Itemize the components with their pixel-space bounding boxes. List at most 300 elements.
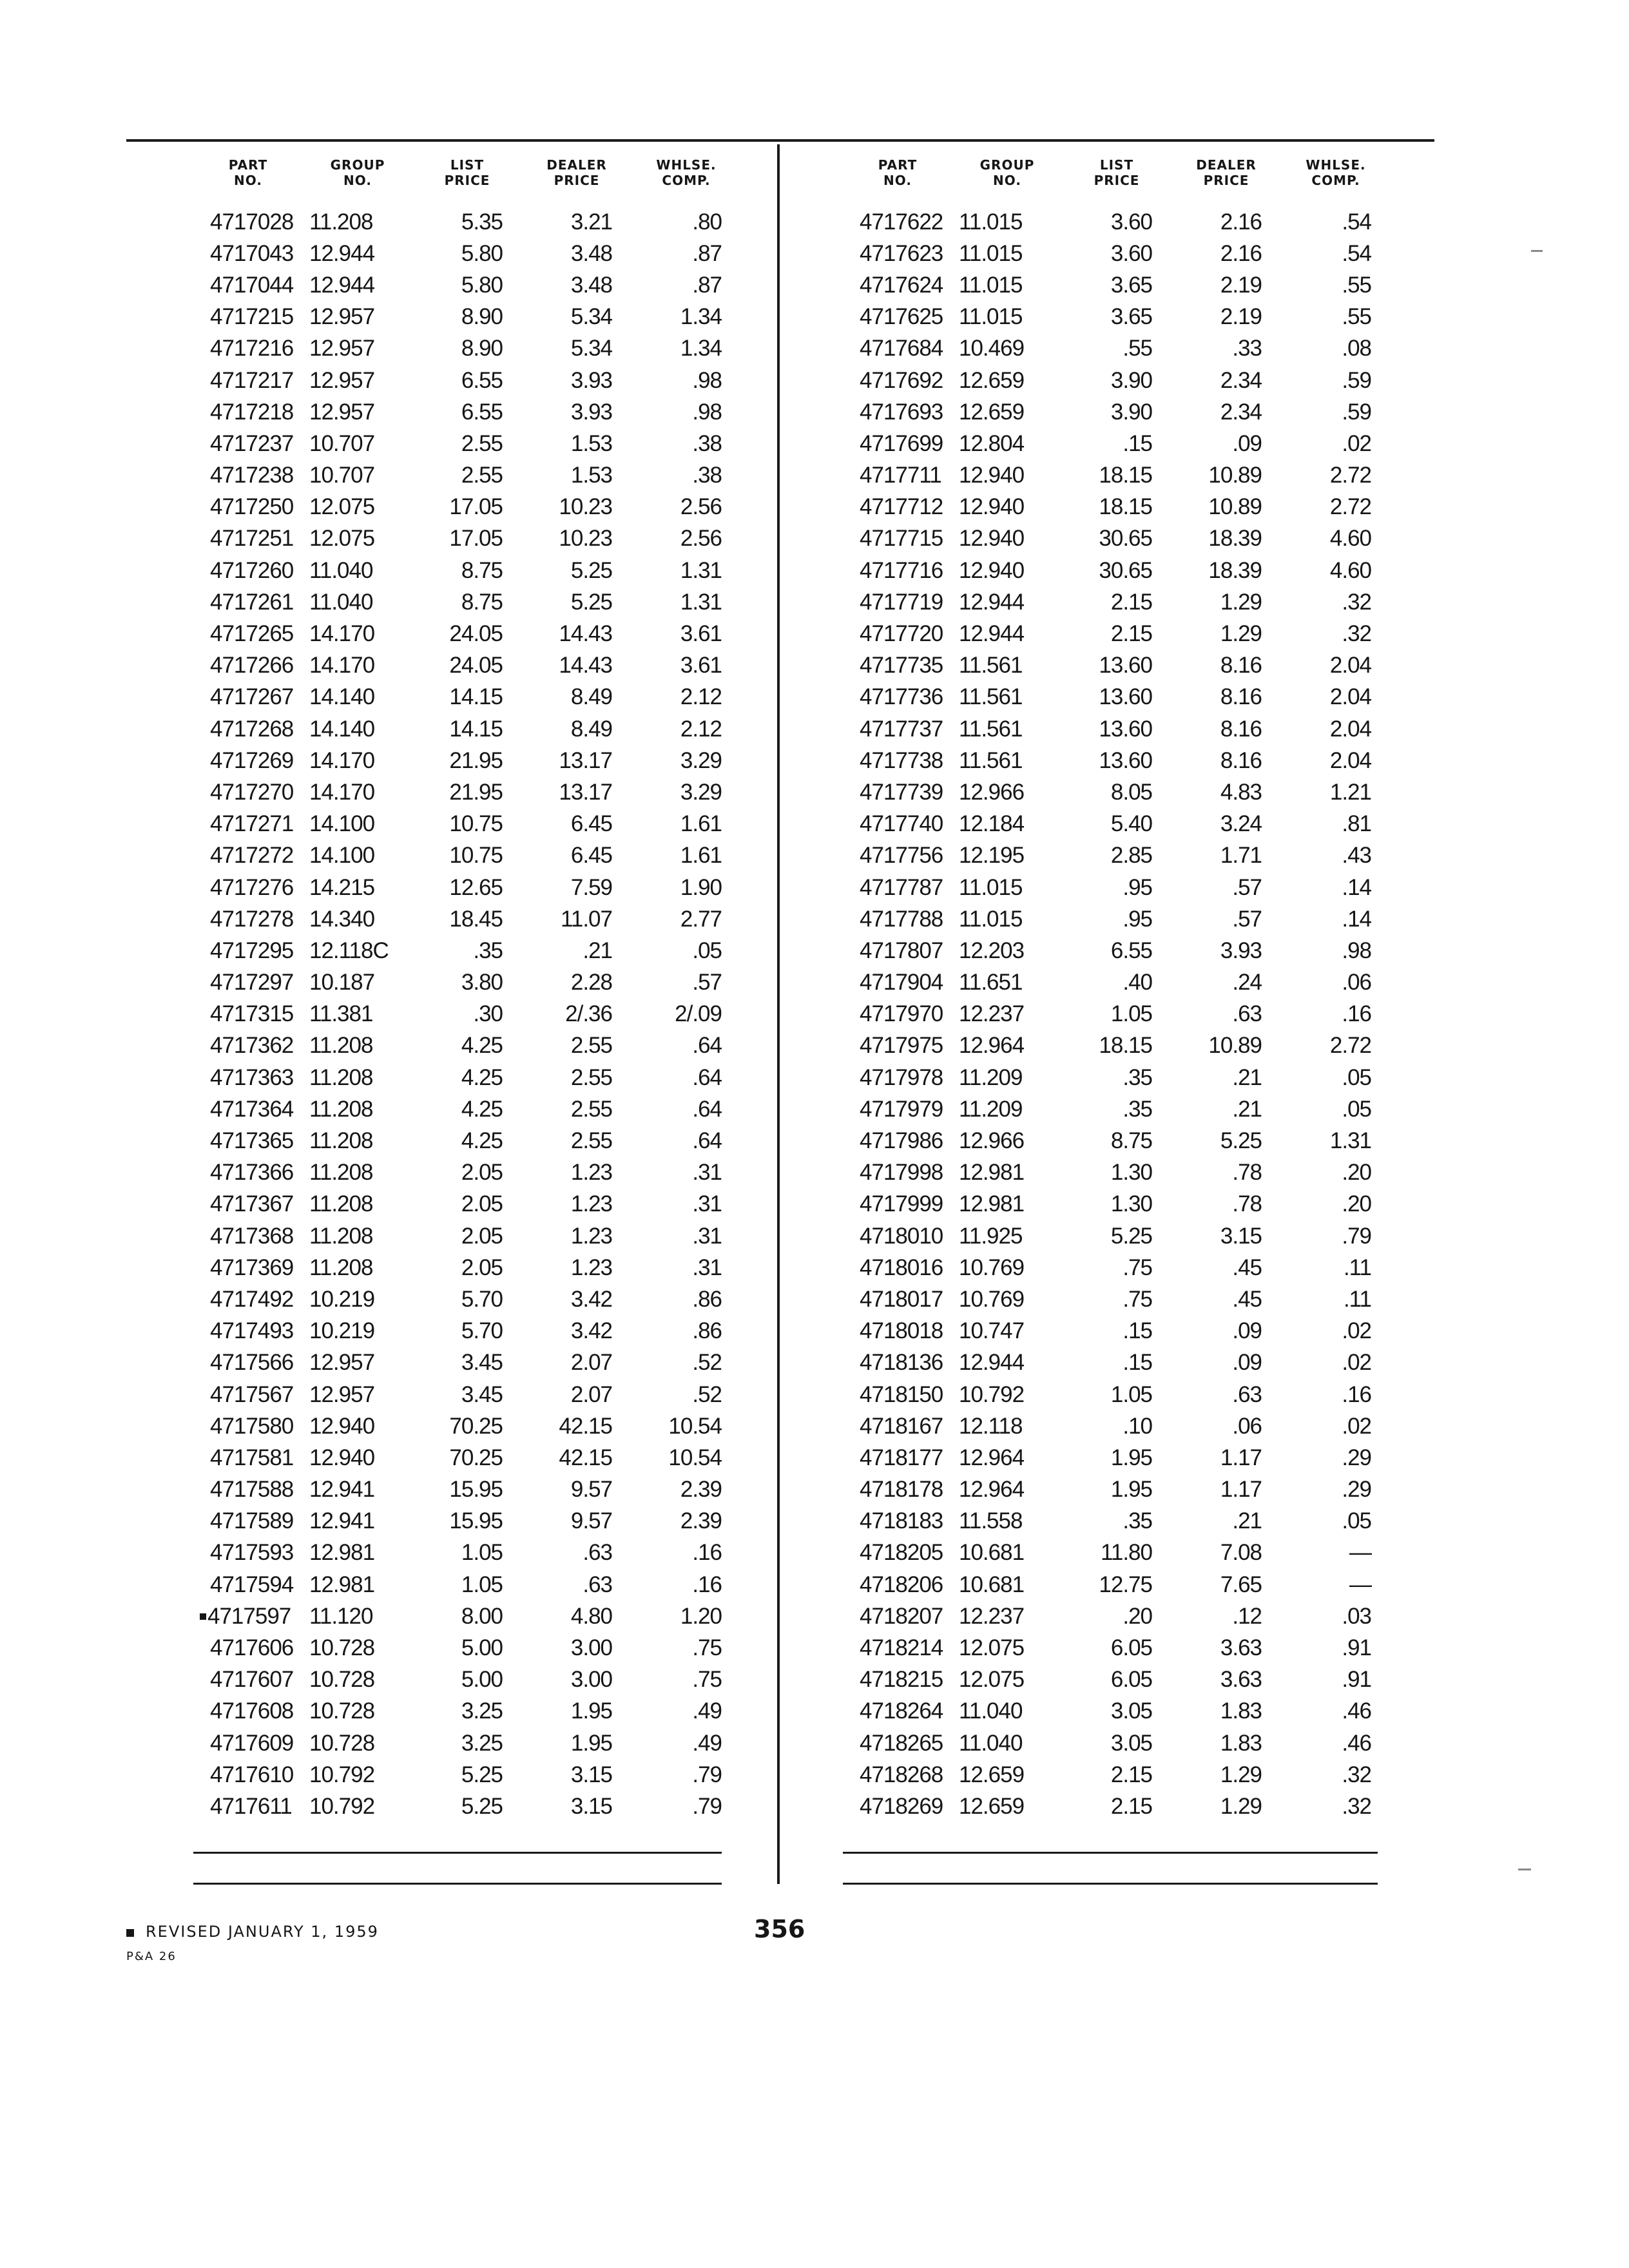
table-row [843,302,1403,333]
table-row [843,238,1403,269]
whlse-comp-cell [1281,1635,1391,1661]
cell-text: 3.61 [680,621,722,647]
table-row [193,1537,754,1569]
whlse-comp-cell [1281,526,1391,552]
cell-text: 12.940 [959,494,1025,520]
list-price-cell [1062,1001,1171,1027]
dealer-price-cell [522,811,631,837]
part-no-cell [193,1572,303,1598]
cell-text: 15.95 [449,1477,503,1503]
left-table-header [193,155,754,200]
group-no-cell [952,1001,1062,1027]
header-dealer-price: DEALER PRICE [1196,157,1257,188]
whlse-comp-cell [1281,1224,1391,1249]
list-price-cell [1062,1667,1171,1693]
group-no-cell [303,875,412,901]
cell-text: .02 [1342,1413,1371,1439]
dealer-price-cell [1171,684,1281,710]
cell-text: 12.075 [309,526,375,552]
list-price-cell [1062,1698,1171,1724]
group-no-cell [303,1731,412,1756]
cell-text: 10.681 [959,1540,1025,1566]
whlse-comp-cell [1281,494,1391,520]
cell-text: 70.25 [449,1445,503,1470]
part-no-cell [193,241,303,267]
table-row [843,1569,1403,1600]
dealer-price-cell [1171,1731,1281,1756]
table-row [843,840,1403,872]
part-no-cell [843,684,952,710]
whlse-comp-cell [1281,811,1391,837]
cell-text: 12.981 [309,1540,375,1566]
whlse-comp-cell [631,1540,741,1566]
whlse-comp-cell [631,241,741,267]
cell-text: .32 [1342,589,1371,615]
left-footer-rule-2 [193,1883,722,1885]
right-footer-rule-1 [843,1852,1378,1854]
group-no-cell [303,1414,412,1439]
group-no-cell [303,1635,412,1661]
cell-text: 2.05 [461,1254,503,1280]
dealer-price-cell [1171,716,1281,742]
group-no-cell [303,241,412,267]
part-no-cell [193,1318,303,1344]
list-price-cell [1062,1191,1171,1217]
cell-text: .11 [1343,1286,1371,1312]
cell-text: 2.19 [1220,272,1262,298]
cell-text: 11.80 [1101,1540,1152,1566]
table-row [193,1664,754,1696]
cell-text: 17.05 [449,494,503,520]
cell-text: 3.48 [570,272,612,298]
cell-text: 2.16 [1220,209,1262,235]
cell-text: .87 [692,272,722,298]
part-no-cell [843,621,952,647]
dealer-price-cell [522,1255,631,1281]
list-price-cell [1062,1604,1171,1629]
part-no-cell [843,1097,952,1122]
table-row [193,872,754,903]
table-row [843,776,1403,808]
cell-text: 4717270 [210,779,294,805]
cell-text: 10.54 [668,1445,722,1470]
cell-text: 14.170 [309,779,375,805]
cell-text: 10.23 [559,494,612,520]
group-no-cell [303,1794,412,1820]
cell-text: 4717609 [210,1730,294,1756]
whlse-comp-cell [1281,970,1391,995]
group-no-cell [303,653,412,678]
cell-text: 4718268 [860,1762,943,1787]
table-row [843,1410,1403,1442]
cell-text: .75 [1123,1254,1152,1280]
group-no-cell [952,1572,1062,1598]
cell-text: 6.05 [1110,1667,1152,1693]
dealer-price-cell [1171,938,1281,964]
dealer-price-cell [1171,1160,1281,1186]
group-no-cell [303,1604,412,1629]
cell-text: 1.34 [680,304,722,330]
group-no-cell [303,494,412,520]
table-row [843,809,1403,840]
dealer-price-cell [1171,907,1281,932]
table-row [193,999,754,1030]
dealer-price-cell [1171,1572,1281,1598]
cell-text: .32 [1342,1793,1371,1819]
part-no-cell [843,1667,952,1693]
cell-text: .33 [1232,336,1262,361]
list-price-cell [412,368,522,394]
cell-text: 4718016 [860,1254,943,1280]
part-no-cell [843,1414,952,1439]
cell-text: .31 [692,1223,722,1249]
cell-text: 13.60 [1099,684,1152,710]
cell-text: 4.25 [461,1033,503,1059]
dealer-price-cell [522,1065,631,1091]
cell-text: 13.17 [559,747,612,773]
header-whlse-comp: WHLSE. COMP. [656,157,717,188]
header-whlse-comp: WHLSE. COMP. [1306,157,1366,188]
part-no-cell [843,558,952,584]
dealer-price-cell [522,1572,631,1598]
table-row [193,1410,754,1442]
whlse-comp-cell [1281,1097,1391,1122]
cell-text: 12.75 [1099,1571,1152,1597]
cell-text: 11.040 [309,589,373,615]
cell-text: 12.075 [959,1667,1025,1693]
cell-text: 5.25 [570,589,612,615]
cell-text: .02 [1342,430,1371,456]
part-no-cell [193,558,303,584]
cell-text: .79 [1342,1223,1371,1249]
cell-text: 70.25 [449,1413,503,1439]
cell-text: 11.015 [959,304,1023,330]
part-no-cell [843,1445,952,1471]
list-price-cell [412,590,522,615]
part-no-cell [193,494,303,520]
cell-text: .45 [1232,1254,1262,1280]
cell-text: 12.944 [309,240,375,266]
group-no-cell [303,938,412,964]
whlse-comp-cell [631,1477,741,1503]
table-row [843,1379,1403,1410]
cell-text: .05 [1342,1096,1371,1122]
cell-text: .08 [1342,336,1371,361]
table-row [193,1600,754,1632]
table-row [843,1157,1403,1189]
part-no-cell [843,209,952,235]
list-price-cell [412,1762,522,1788]
cell-text: 4717737 [860,716,943,742]
cell-text: .75 [692,1635,722,1661]
group-no-cell [303,780,412,805]
left-price-table [193,155,754,1823]
whlse-comp-cell [1281,1382,1391,1408]
cell-text: .29 [1342,1445,1371,1470]
cell-text: 5.40 [1110,811,1152,837]
cell-text: 5.25 [1110,1223,1152,1249]
list-price-cell [412,1350,522,1376]
part-no-cell [843,938,952,964]
cell-text: 12.964 [959,1445,1025,1470]
cell-text: 1.61 [680,811,722,837]
cell-text: 10.23 [559,526,612,552]
dealer-price-cell [522,368,631,394]
part-no-cell [843,526,952,552]
cell-text: 11.208 [309,1254,373,1280]
cell-text: 11.208 [309,1096,373,1122]
dealer-price-cell [522,1318,631,1344]
cell-text: 3.42 [570,1318,612,1344]
cell-text: 4717607 [210,1667,294,1693]
table-row [843,1189,1403,1220]
part-no-cell [193,368,303,394]
cell-text: 2.56 [680,494,722,520]
part-no-cell [193,621,303,647]
cell-text: 2.15 [1110,1793,1152,1819]
whlse-comp-cell [631,1794,741,1820]
cell-text: 2.15 [1110,589,1152,615]
whlse-comp-cell [1281,1065,1391,1091]
part-no-cell [843,1160,952,1186]
part-no-cell [193,1762,303,1788]
cell-text: 4717261 [210,589,294,615]
list-price-cell [412,1667,522,1693]
cell-text: 2.55 [570,1128,612,1154]
dealer-price-cell [522,875,631,901]
cell-text: 4717362 [210,1033,294,1059]
cell-text: 12.964 [959,1033,1025,1059]
cell-text: 42.15 [559,1413,612,1439]
cell-text: 14.43 [559,621,612,647]
whlse-comp-cell [631,1224,741,1249]
cell-text: .14 [1342,906,1371,932]
list-price-cell [412,653,522,678]
table-row [193,586,754,618]
cell-text: 4717315 [210,1001,294,1027]
dealer-price-cell [522,273,631,298]
list-price-cell [412,463,522,488]
part-no-cell [193,1065,303,1091]
list-price-cell [1062,431,1171,457]
dealer-price-cell [522,526,631,552]
part-no-cell [843,1065,952,1091]
dealer-price-cell [522,621,631,647]
whlse-comp-cell [1281,1191,1391,1217]
cell-text: .46 [1342,1730,1371,1756]
cell-text: .16 [1342,1001,1371,1027]
cell-text: 2.72 [1329,494,1371,520]
group-no-cell [952,494,1062,520]
cell-text: 4717597 [207,1603,291,1629]
whlse-comp-cell [1281,558,1391,584]
cell-text: 10.89 [1208,463,1262,488]
group-no-cell [952,1414,1062,1439]
whlse-comp-cell [1281,1160,1391,1186]
whlse-comp-cell [1281,938,1391,964]
table-row [193,1252,754,1283]
group-no-cell [952,463,1062,488]
cell-text: 12.957 [309,304,375,330]
cell-text: 12.118 [959,1413,1023,1439]
group-no-cell [303,1160,412,1186]
cell-text: .03 [1342,1603,1371,1629]
cell-text: 14.215 [309,874,375,900]
cell-text: .57 [1232,874,1262,900]
dealer-price-cell [1171,209,1281,235]
cell-text: 10.89 [1208,494,1262,520]
table-row [193,460,754,492]
cell-text: 10.707 [309,430,375,456]
cell-text: .79 [692,1762,722,1787]
cell-text: 3.90 [1110,367,1152,393]
cell-text: 4717269 [210,747,294,773]
header-part-no: PART NO. [878,157,918,188]
list-price-cell [412,1794,522,1820]
table-row [843,1537,1403,1569]
cell-text: 8.49 [570,716,612,742]
cell-text: 8.16 [1220,747,1262,773]
cell-text: 21.95 [449,747,503,773]
dealer-price-cell [522,209,631,235]
cell-text: 18.45 [449,906,503,932]
dealer-price-cell [522,1160,631,1186]
part-no-cell [193,1794,303,1820]
dealer-price-cell [522,1224,631,1249]
cell-text: 4.83 [1220,779,1262,805]
cell-text: 5.80 [461,272,503,298]
cell-text: 2.85 [1110,843,1152,869]
cell-text: 4717365 [210,1128,294,1154]
cell-text: 12.981 [959,1160,1025,1186]
part-no-cell [193,1731,303,1756]
cell-text: 12.940 [959,526,1025,552]
whlse-comp-cell [1281,431,1391,457]
table-row [193,1157,754,1189]
cell-text: 4.60 [1329,526,1371,552]
list-price-cell [1062,1414,1171,1439]
dealer-price-cell [522,938,631,964]
cell-text: .64 [692,1128,722,1154]
part-no-cell [843,1287,952,1312]
cell-text: .31 [692,1254,722,1280]
whlse-comp-cell [631,748,741,774]
group-no-cell [952,938,1062,964]
cell-text: 4718167 [860,1413,943,1439]
list-price-cell [412,558,522,584]
whlse-comp-cell [631,843,741,869]
cell-text: 3.65 [1110,272,1152,298]
list-price-cell [412,780,522,805]
part-no-cell [193,1097,303,1122]
group-no-cell [952,653,1062,678]
whlse-comp-cell [631,1414,741,1439]
cell-text: 11.209 [959,1064,1023,1090]
cell-text: 4717986 [860,1128,943,1154]
group-no-cell [303,748,412,774]
list-price-cell [412,1287,522,1312]
list-price-cell [412,304,522,330]
list-price-cell [1062,843,1171,869]
cell-text: 1.05 [1110,1381,1152,1407]
part-no-cell [843,1635,952,1661]
cell-text: 12.957 [309,367,375,393]
whlse-comp-cell [631,209,741,235]
part-no-cell [193,716,303,742]
cell-text: .38 [692,463,722,488]
cell-text: 4717589 [210,1508,294,1534]
group-no-cell [303,716,412,742]
whlse-comp-cell [1281,1445,1391,1471]
whlse-comp-cell [1281,1731,1391,1756]
dealer-price-cell [522,1540,631,1566]
group-no-cell [303,431,412,457]
cell-text: .59 [1342,399,1371,425]
header-list-price: LIST PRICE [1094,157,1140,188]
part-no-cell [193,1698,303,1724]
whlse-comp-cell [1281,621,1391,647]
table-row [193,1474,754,1506]
whlse-comp-cell [631,273,741,298]
cell-text: 3.25 [461,1730,503,1756]
cell-text: 14.140 [309,684,375,710]
list-price-cell [1062,494,1171,520]
cell-text: 3.42 [570,1286,612,1312]
cell-text: 4717044 [210,272,294,298]
cell-text: 8.90 [461,304,503,330]
group-no-cell [952,1508,1062,1534]
table-row [843,1316,1403,1347]
cell-text: 4717276 [210,874,294,900]
table-row [843,618,1403,649]
cell-text: 1.71 [1220,843,1262,869]
cell-text: 12.964 [959,1477,1025,1503]
cell-text: 10.187 [309,970,375,995]
group-no-cell [303,1477,412,1503]
list-price-cell [412,1382,522,1408]
list-price-cell [1062,209,1171,235]
list-price-cell [412,1318,522,1344]
table-row [843,1125,1403,1157]
cell-text: 1.29 [1220,1762,1262,1787]
list-price-cell [1062,875,1171,901]
group-no-cell [952,1287,1062,1312]
whlse-comp-cell [631,304,741,330]
list-price-cell [1062,1731,1171,1756]
whlse-comp-cell [631,1160,741,1186]
cell-text: 4718178 [860,1477,943,1503]
cell-text: .98 [692,367,722,393]
header-group-no: GROUP NO. [330,157,385,188]
list-price-cell [412,1001,522,1027]
list-price-cell [412,1191,522,1217]
cell-text: 2.72 [1329,1033,1371,1059]
dealer-price-cell [522,1382,631,1408]
group-no-cell [303,590,412,615]
cell-text: 4717363 [210,1064,294,1090]
group-no-cell [303,1445,412,1471]
cell-text: 14.43 [559,653,612,678]
group-no-cell [303,209,412,235]
dealer-price-cell [522,558,631,584]
cell-text: 3.65 [1110,304,1152,330]
cell-text: .21 [1232,1064,1262,1090]
cell-text: .86 [692,1286,722,1312]
dealer-price-cell [522,1508,631,1534]
cell-text: .95 [1123,906,1152,932]
cell-text: 3.61 [680,653,722,678]
whlse-comp-cell [631,875,741,901]
